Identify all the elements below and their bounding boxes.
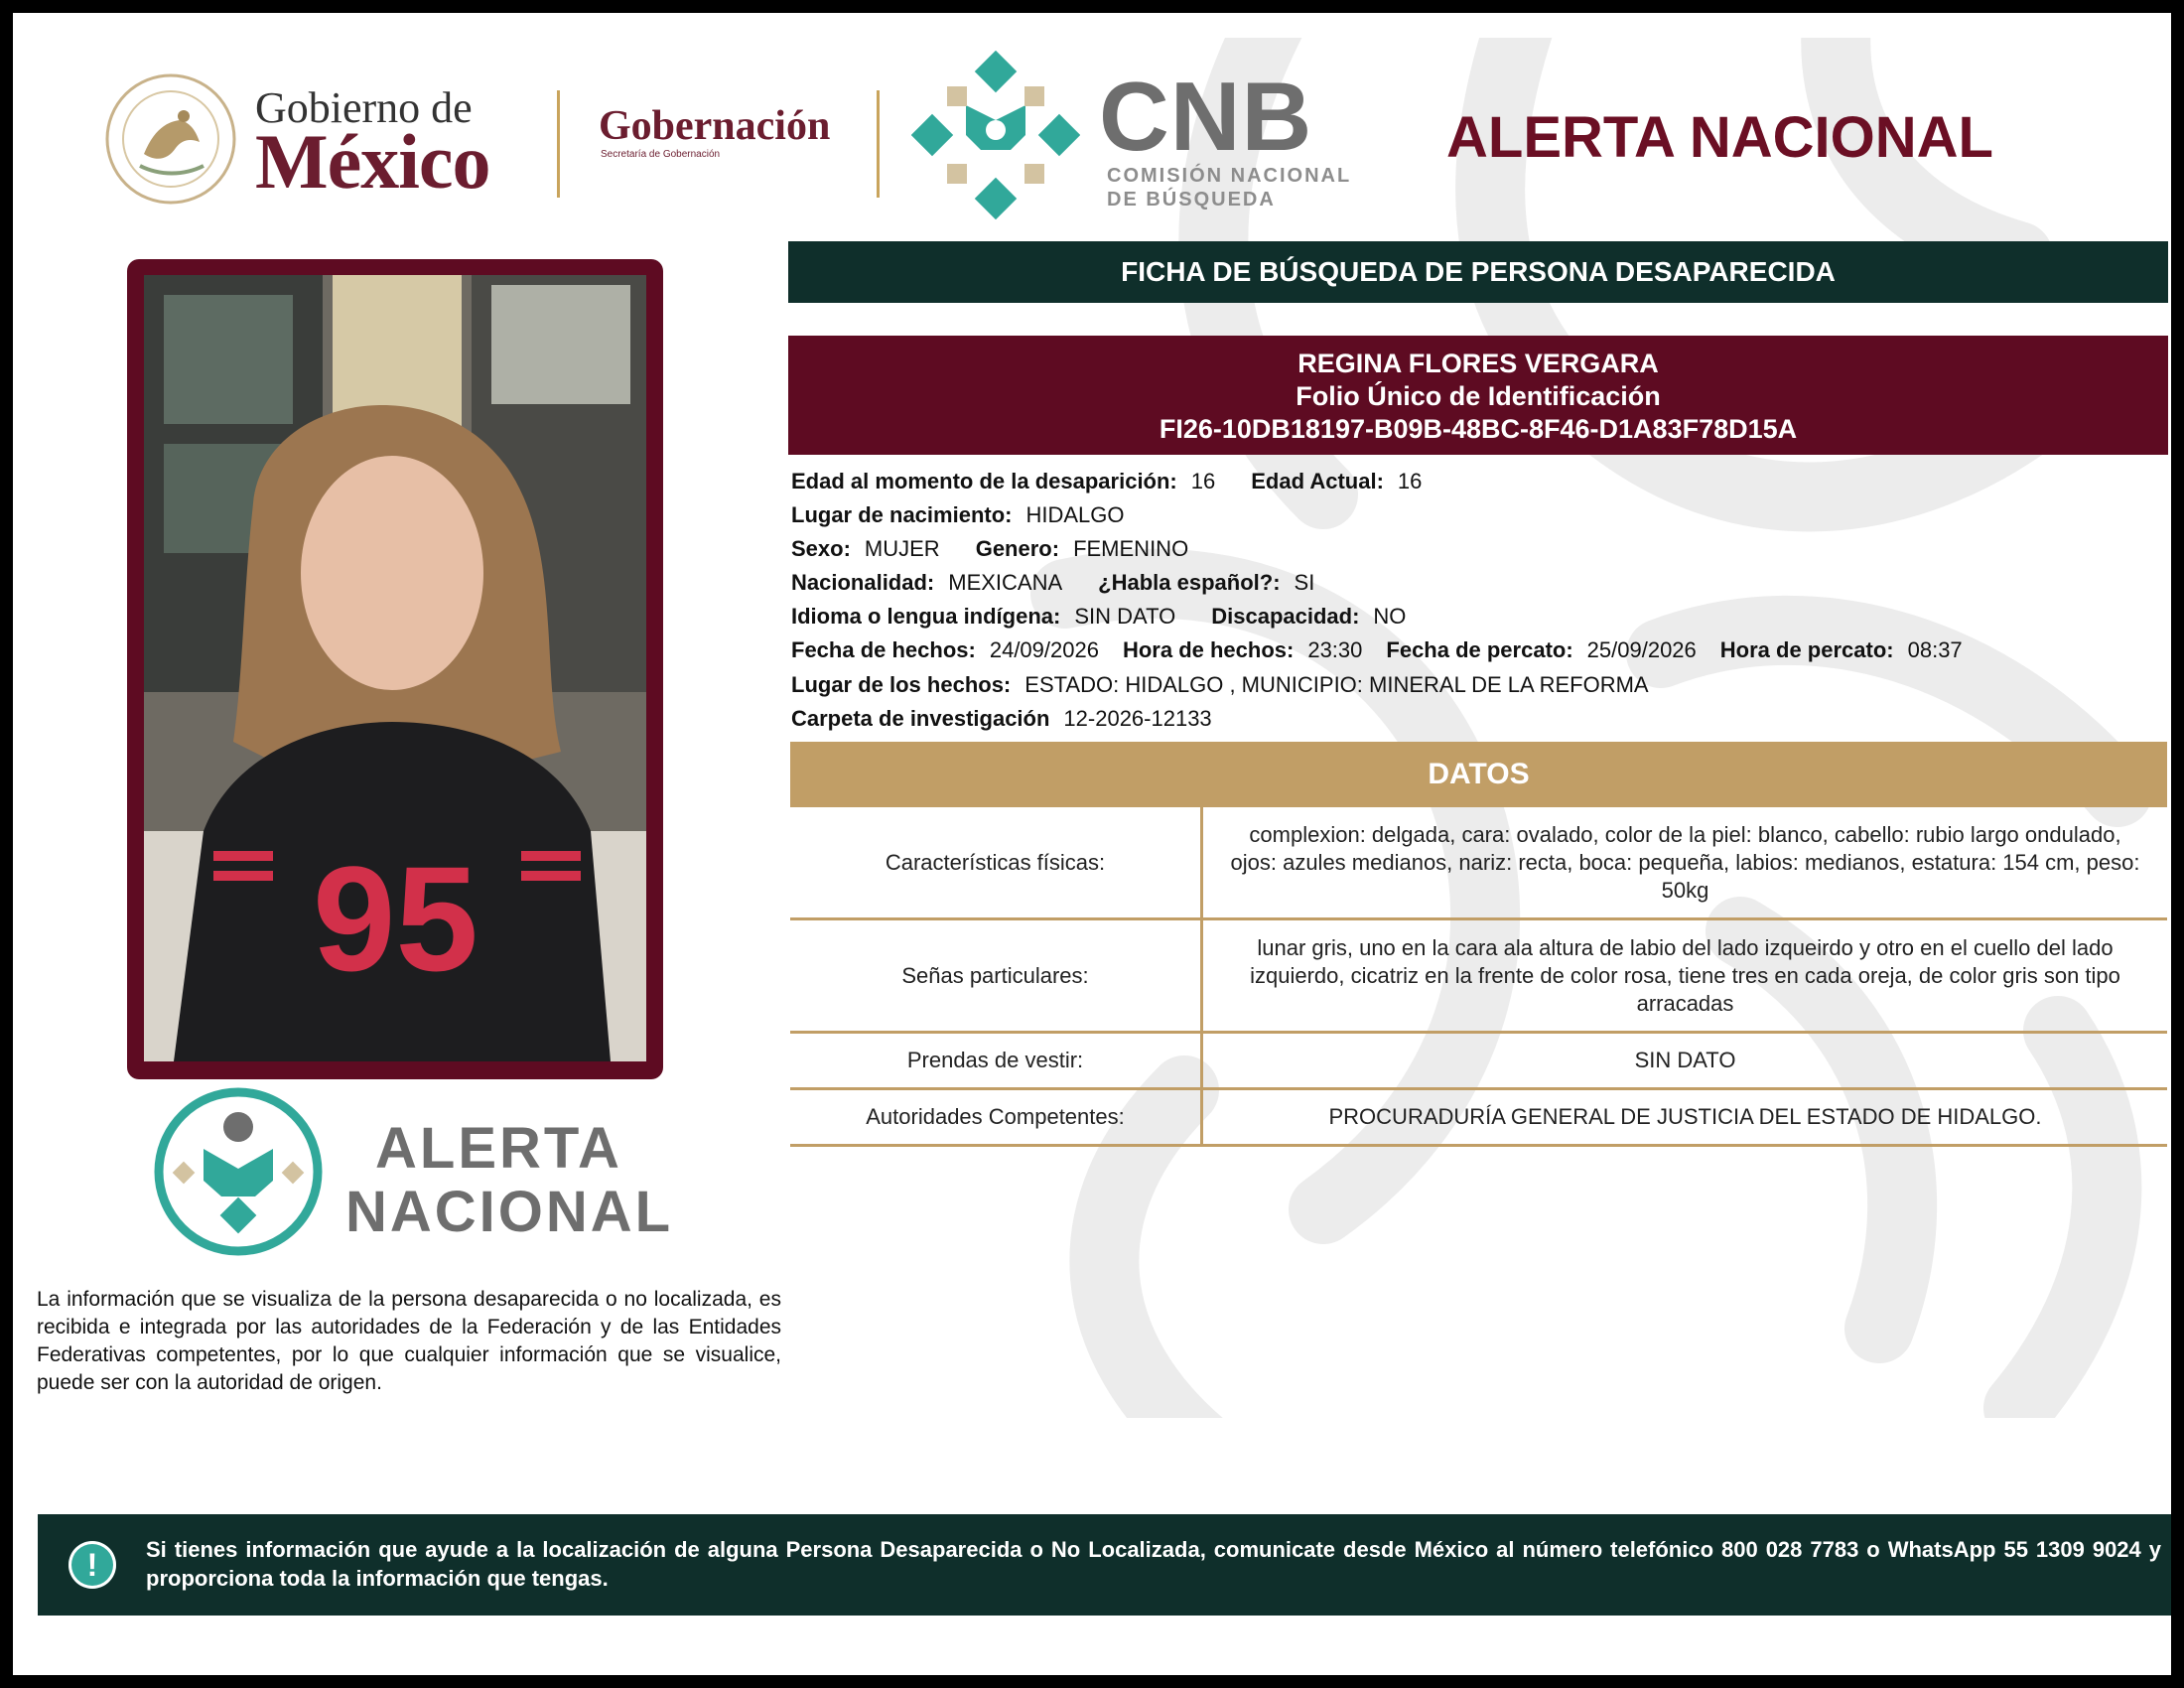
datos-title: DATOS — [1428, 758, 1530, 790]
person-name-block — [788, 336, 2168, 455]
row-label: Características físicas: — [790, 807, 1203, 917]
value: SIN DATO — [1074, 604, 1176, 629]
label: Genero: — [975, 536, 1060, 561]
value: 23:30 — [1307, 637, 1363, 662]
header-divider — [877, 90, 880, 198]
info-row-lugar-hechos — [791, 668, 2171, 702]
gobernacion-text: Gobernación — [599, 103, 831, 149]
cnb-logo-icon — [911, 51, 1080, 219]
folio-id: FI26-10DB18197-B09B-48BC-8F46-D1A83F78D15A — [1159, 414, 1798, 444]
shirt-number: 95 — [313, 835, 478, 1002]
table-row — [790, 920, 2167, 1034]
row-label: Prendas de vestir: — [790, 1034, 1203, 1087]
info-row-sexo — [791, 532, 2171, 566]
exclamation-icon: ! — [68, 1541, 116, 1589]
table-row — [790, 807, 2167, 920]
datos-title-bar — [790, 742, 2167, 807]
label: Carpeta de investigación — [791, 706, 1050, 731]
alerta-nacional-logo-text — [345, 1117, 673, 1244]
cnb-subtitle — [1107, 164, 1351, 211]
value: 25/09/2026 — [1586, 637, 1697, 662]
alerta-logo-line2: NACIONAL — [345, 1180, 674, 1244]
info-row-idioma — [791, 600, 2171, 633]
table-row — [790, 1034, 2167, 1090]
value: FEMENINO — [1073, 536, 1189, 561]
value: HIDALGO — [1025, 502, 1125, 527]
ficha-title-bar — [788, 241, 2168, 303]
gobernacion-subtitle: Secretaría de Gobernación — [601, 149, 721, 160]
label: Idioma o lengua indígena: — [791, 604, 1061, 629]
label: Fecha de percato: — [1386, 637, 1573, 662]
alerta-nacional-title: ALERTA NACIONAL — [1446, 105, 1993, 170]
row-value: lunar gris, uno en la cara ala altura de labio del lado izqueirdo y otro en el cuello del lado izquierdo, cicatriz en la frente de color rosa, tiene tres en cada oreja, de color gris son tipo arracadas — [1250, 934, 2120, 1016]
alerta-nacional-logo-icon — [152, 1085, 326, 1259]
label: Fecha de hechos: — [791, 637, 976, 662]
row-value: SIN DATO — [1634, 1048, 1736, 1072]
label: Discapacidad: — [1211, 604, 1360, 629]
label: ¿Habla español?: — [1098, 570, 1281, 595]
disclaimer-text: La información que se visualiza de la persona desaparecida o no localizada, es recibida e integrada por las autoridades de la Federación y de las Entidades Federativas competentes, por lo que cualquier información que se visualice, puede ser con la autoridad de origen. — [37, 1288, 781, 1394]
value: SI — [1294, 570, 1315, 595]
label: Hora de percato: — [1719, 637, 1894, 662]
label: Lugar de nacimiento: — [791, 502, 1013, 527]
cnb-text: CNB — [1099, 62, 1313, 171]
row-label: Señas particulares: — [790, 920, 1203, 1031]
value: NO — [1373, 604, 1407, 629]
row-value: complexion: delgada, cara: ovalado, color de la piel: blanco, cabello: rubio largo ondulado, ojos: azules medianos, nariz: recta, boca: pequeña, labios: medianos, estatura: 154 cm, peso: 50kg — [1230, 821, 2140, 903]
cnb-subtitle-line2: DE BÚSQUEDA — [1107, 189, 1276, 211]
header-divider — [557, 90, 560, 198]
info-row-edad — [791, 465, 2171, 498]
value: MUJER — [864, 536, 940, 561]
value: 12-2026-12133 — [1063, 706, 1212, 731]
mexico-text: México — [255, 118, 490, 205]
row-label: Autoridades Competentes: — [790, 1090, 1203, 1144]
value: 16 — [1190, 469, 1216, 493]
datos-table — [790, 807, 2167, 1147]
cnb-subtitle-line1: COMISIÓN NACIONAL — [1107, 165, 1352, 187]
row-value: PROCURADURÍA GENERAL DE JUSTICIA DEL ESTADO DE HIDALGO. — [1328, 1104, 2042, 1129]
table-row — [790, 1090, 2167, 1147]
label: Hora de hechos: — [1122, 637, 1295, 662]
value: 16 — [1397, 469, 1423, 493]
value: ESTADO: HIDALGO , MUNICIPIO: MINERAL DE LA REFORMA — [1024, 672, 1649, 697]
person-photo — [144, 275, 646, 1061]
info-row-nacimiento — [791, 498, 2171, 532]
person-name: REGINA FLORES VERGARA — [1297, 349, 1659, 378]
info-row-fechas — [791, 633, 2171, 667]
value: 24/09/2026 — [989, 637, 1099, 662]
ficha-title: FICHA DE BÚSQUEDA DE PERSONA DESAPARECIDA — [1121, 256, 1836, 287]
info-row-carpeta — [791, 702, 2171, 736]
gobierno-de-text: Gobierno de — [255, 83, 473, 132]
label: Nacionalidad: — [791, 570, 935, 595]
label: Sexo: — [791, 536, 851, 561]
label: Lugar de los hechos: — [791, 672, 1012, 697]
alerta-logo-line1: ALERTA — [375, 1116, 622, 1181]
footer-text: Si tienes información que ayude a la localización de alguna Persona Desaparecida o No Localizada, comunicate desde México al número telefónico 800 028 7783 o WhatsApp 55 1309 9024 y proporciona toda la información que tengas. — [146, 1537, 2161, 1591]
info-row-nacionalidad — [791, 566, 2171, 600]
folio-label: Folio Único de Identificación — [1296, 381, 1661, 411]
value: MEXICANA — [948, 570, 1063, 595]
coat-of-arms-icon — [104, 72, 238, 207]
value: 08:37 — [1907, 637, 1963, 662]
label: Edad Actual: — [1251, 469, 1384, 493]
label: Edad al momento de la desaparición: — [791, 469, 1177, 493]
